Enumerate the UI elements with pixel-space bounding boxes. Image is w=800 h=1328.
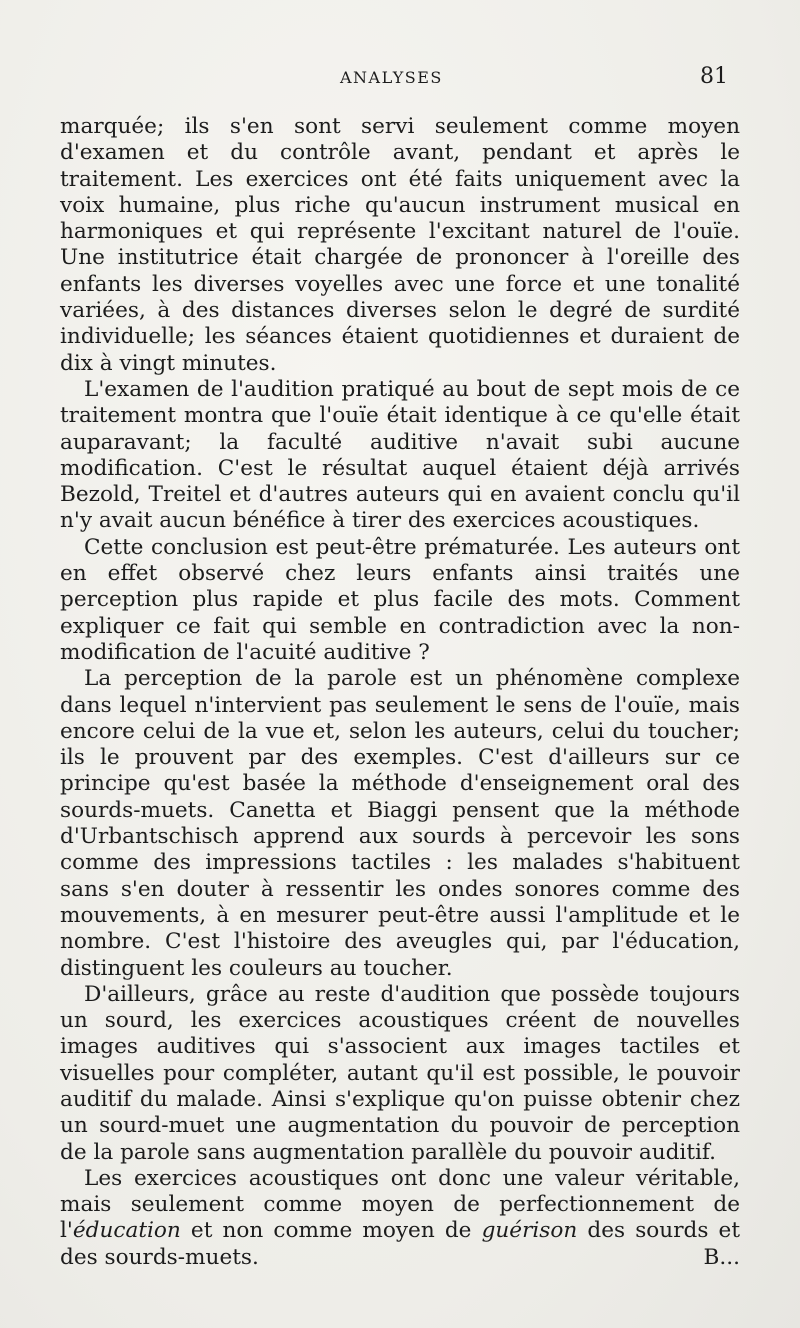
paragraph-4: La perception de la parole est un phénomène complexe dans lequel n'intervient pas seulement le sens de l'ouïe, mais encore celui de la vue et, selon les auteurs, celui du toucher; ils le prouvent par des exemples. C'est d'ailleurs sur ce principe qu'est basée la méthode d'enseignement oral des sourds-muets. Canetta et Biaggi pensent que la méthode d'Urbantschisch apprend aux sourds à percevoir les sons comme des impressions tactiles : les malades s'habituent sans s'en douter à ressentir les ondes sonores comme des mouvements, à en mesurer peut-être aussi l'amplitude et le nombre. C'est l'histoire des aveugles qui, par l'éducation, distinguent les couleurs au toucher. — [60, 666, 740, 981]
running-header — [0, 64, 800, 98]
paragraph-6-part-3: des sourds et des sourds-muets. — [60, 1218, 740, 1270]
paragraph-5: D'ailleurs, grâce au reste d'audition que possède toujours un sourd, les exercices acoustiques créent de nouvelles images auditives qui s'associent aux images tactiles et visuelles pour compléter, autant qu'il est possible, le pouvoir auditif du malade. Ainsi s'explique qu'on puisse obtenir chez un sourd-muet une augmentation du pouvoir de perception de la parole sans augmentation parallèle du pouvoir auditif. — [60, 981, 740, 1165]
running-title: ANALYSES — [340, 68, 443, 87]
signature: B... — [703, 1245, 740, 1271]
paragraph-6-part-2: et non comme moyen de — [180, 1218, 482, 1244]
paragraph-6 — [60, 1166, 740, 1271]
paragraph-2: L'examen de l'audition pratiqué au bout de sept mois de ce traitement montra que l'ouïe était identique à ce qu'elle était auparavant; la faculté auditive n'avait subi aucune modification. C'est le résultat auquel étaient déjà arrivés Bezold, Treitel et d'autres auteurs qui en avaient conclu qu'il n'y avait aucun bénéfice à tirer des exercices acoustiques. — [60, 376, 740, 534]
paragraph-1: marquée; ils s'en sont servi seulement comme moyen d'examen et du contrôle avant, pendant et après le traitement. Les exercices ont été faits uniquement avec la voix humaine, plus riche qu'aucun instrument musical en harmoniques et qui représente l'excitant naturel de l'ouïe. Une institutrice était chargée de prononcer à l'oreille des enfants les diverses voyelles avec une force et une tonalité variées, à des distances diverses selon le degré de surdité individuelle; les séances étaient quotidiennes et duraient de dix à vingt minutes. — [60, 114, 740, 376]
paragraph-6-part-1: Les exercices acoustiques ont donc une valeur véritable, mais seulement comme moyen de perfectionnement de l' — [60, 1165, 740, 1244]
paragraph-6-italic-education: éducation — [72, 1218, 181, 1244]
page-number: 81 — [700, 64, 728, 89]
paragraph-3: Cette conclusion est peut-être prématurée. Les auteurs ont en effet observé chez leurs enfants ainsi traités une perception plus rapide et plus facile des mots. Comment expliquer ce fait qui semble en contradiction avec la non-modification de l'acuité auditive ? — [60, 534, 740, 665]
paragraph-6-italic-guerison: guérison — [481, 1218, 578, 1244]
body-text — [60, 114, 740, 1271]
